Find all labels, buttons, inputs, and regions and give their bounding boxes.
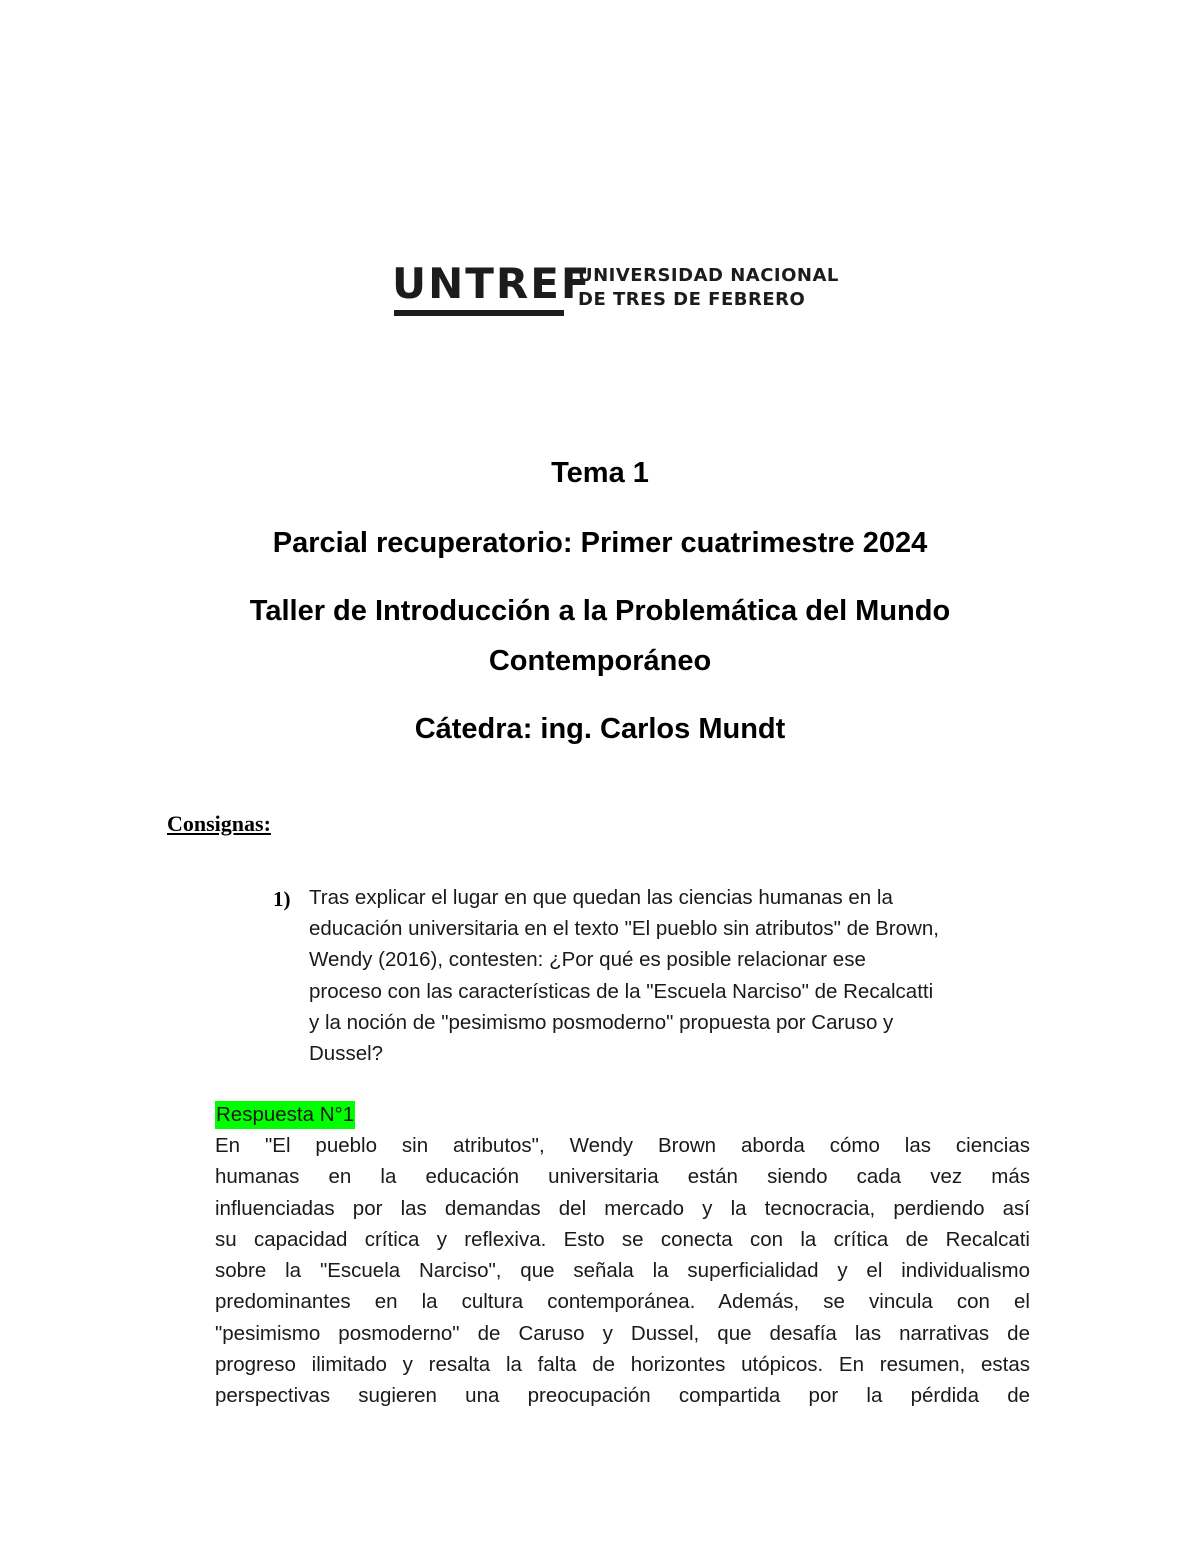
course-title-line-1: Taller de Introducción a la Problemática del Mundo: [249, 595, 951, 627]
logo-underline-bar: [394, 310, 564, 316]
answer-line: su capacidad crítica y reflexiva. Esto se conecta con la crítica de Recalcati: [215, 1227, 1030, 1251]
chair-title: Cátedra: ing. Carlos Mundt: [414, 713, 786, 745]
answer-line: En "El pueblo sin atributos", Wendy Brown aborda cómo las ciencias: [215, 1134, 1030, 1157]
university-logo: [392, 259, 839, 322]
question-line: educación universitaria en el texto "El pueblo sin atributos" de Brown,: [309, 917, 939, 941]
logo-name-line-1: UNIVERSIDAD NACIONAL: [578, 265, 839, 286]
answer-line: perspectivas sugieren una preocupación compartida por la pérdida de: [215, 1384, 1030, 1408]
question-line: Wendy (2016), contesten: ¿Por qué es posible relacionar ese: [309, 948, 866, 972]
course-title: [0, 593, 1200, 679]
answer-line: predominantes en la cultura contemporánea. Además, se vincula con el: [215, 1290, 1030, 1314]
logo-wordmark: UNTREF: [392, 259, 592, 308]
question-line: proceso con las características de la "Escuela Narciso" de Recalcatti: [309, 979, 934, 1003]
course-title-line-2: Contemporáneo: [488, 645, 712, 677]
answer-label-highlighted: Respuesta N°1: [215, 1101, 355, 1129]
question-text: [309, 882, 1039, 1069]
question-line: Tras explicar el lugar en que quedan las ciencias humanas en la: [309, 886, 893, 909]
exam-type-title: Parcial recuperatorio: Primer cuatrimestre 2024: [272, 527, 928, 559]
answer-line: "pesimismo posmoderno" de Caruso y Dussel, que desafía las narrativas de: [215, 1321, 1030, 1345]
answer-line: sobre la "Escuela Narciso", que señala la superficialidad y el individualismo: [215, 1259, 1030, 1283]
question-number: 1): [273, 887, 291, 911]
exam-topic-title: Tema 1: [551, 457, 649, 489]
logo-university-name: [578, 264, 839, 312]
answer-line: humanas en la educación universitaria están siendo cada vez más: [215, 1165, 1030, 1189]
answer-line: progreso ilimitado y resalta la falta de horizontes utópicos. En resumen, estas: [215, 1353, 1030, 1377]
instructions-heading: Consignas:: [167, 811, 271, 836]
question-line: y la noción de "pesimismo posmoderno" propuesta por Caruso y: [309, 1010, 894, 1034]
answer-line: influenciadas por las demandas del mercado y la tecnocracia, perdiendo así: [215, 1196, 1030, 1220]
question-line: Dussel?: [309, 1042, 384, 1066]
logo-name-line-2: DE TRES DE FEBRERO: [578, 289, 806, 310]
answer-paragraph: [215, 1130, 1030, 1412]
